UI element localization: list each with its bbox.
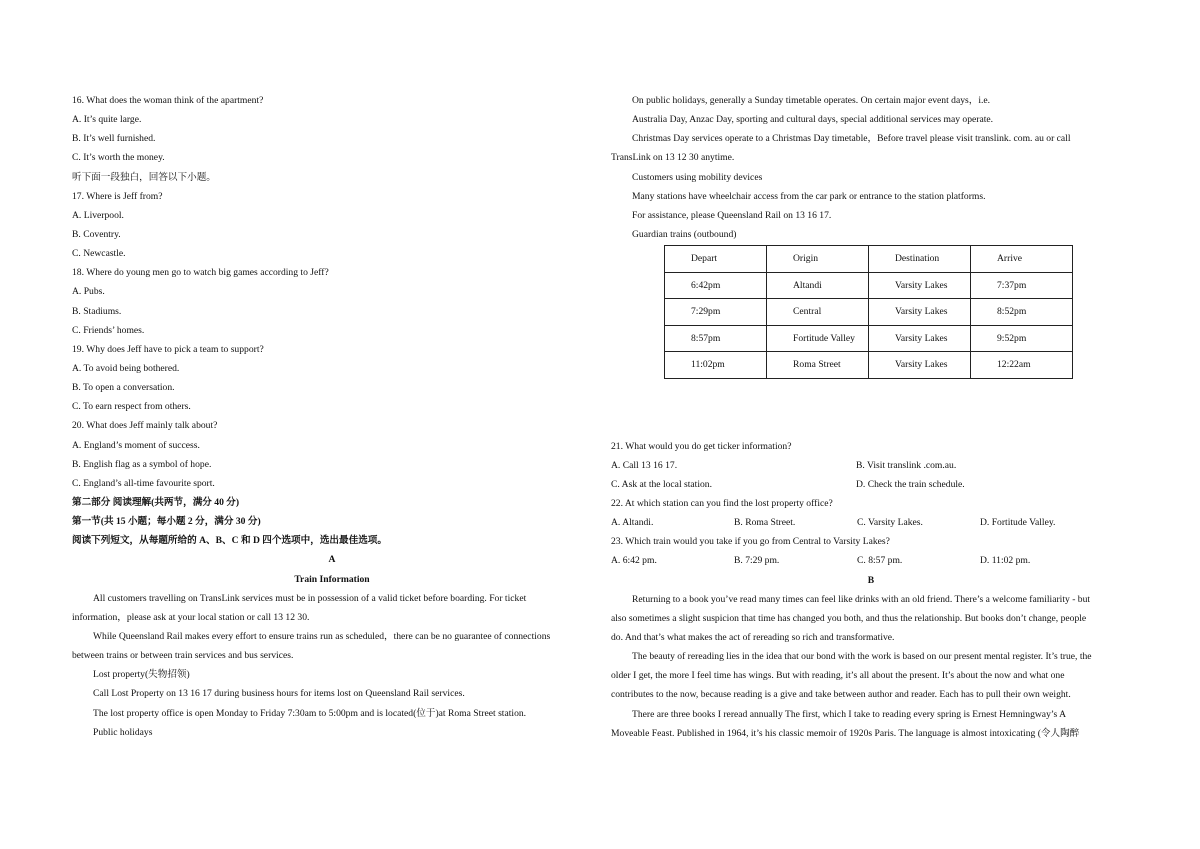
lost-property-office: The lost property office is open Monday to Friday 7:30am to 5:00pm and is located(位于)at Roma Street station. bbox=[93, 707, 527, 719]
passage-b-p1-line2: also sometimes a slight suspicion that time has changed you both, and thus the relationship. But books don’t change, people bbox=[611, 612, 1087, 624]
table-cell: Varsity Lakes bbox=[869, 272, 971, 299]
passage-b-p1-line3: do. And that’s what makes the act of rereading so rich and transformative. bbox=[611, 632, 895, 644]
option-16b: B. It’s well furnished. bbox=[72, 133, 156, 145]
option-19c: C. To earn respect from others. bbox=[72, 401, 191, 413]
holidays-line4: TransLink on 13 12 30 anytime. bbox=[611, 152, 735, 164]
table-row bbox=[665, 352, 1073, 379]
table-row bbox=[665, 272, 1073, 299]
table-cell: 8:57pm bbox=[665, 325, 767, 352]
listening-instruction: 听下面一段独白，回答以下小题。 bbox=[72, 171, 216, 183]
table-header-cell: Depart bbox=[665, 246, 767, 273]
option-18a: A. Pubs. bbox=[72, 286, 105, 298]
option-21b: B. Visit translink .com.au. bbox=[856, 459, 957, 471]
mobility-line2: For assistance, please Queensland Rail on 13 16 17. bbox=[632, 209, 832, 221]
option-20a: A. England’s moment of success. bbox=[72, 439, 200, 451]
table-row bbox=[665, 299, 1073, 326]
table-cell: Altandi bbox=[767, 272, 869, 299]
option-19b: B. To open a conversation. bbox=[72, 382, 175, 394]
option-16a: A. It’s quite large. bbox=[72, 114, 142, 126]
table-cell: Varsity Lakes bbox=[869, 352, 971, 379]
option-22c: C. Varsity Lakes. bbox=[857, 517, 923, 529]
mobility-line1: Many stations have wheelchair access from the car park or entrance to the station platforms. bbox=[632, 190, 986, 202]
holidays-line3: Christmas Day services operate to a Christmas Day timetable，Before travel please visit translink. com. au or call bbox=[632, 133, 1071, 145]
question-20: 20. What does Jeff mainly talk about? bbox=[72, 420, 218, 432]
option-22b: B. Roma Street. bbox=[734, 517, 796, 529]
question-18: 18. Where do young men go to watch big games according to Jeff? bbox=[72, 267, 329, 279]
paragraph-ticket-line2: information，please ask at your local station or call 13 12 30. bbox=[72, 611, 310, 623]
passage-b-p3-line2: Moveable Feast. Published in 1964, it’s his classic memoir of 1920s Paris. The language is almost intoxicating (令人陶醉 bbox=[611, 727, 1080, 739]
table-header-row bbox=[665, 246, 1073, 273]
table-cell: 6:42pm bbox=[665, 272, 767, 299]
paragraph-connections-line1: While Queensland Rail makes every effort to ensure trains run as scheduled，there can be no guarantee of connections bbox=[93, 630, 551, 642]
paragraph-ticket-line1: All customers travelling on TransLink services must be in possession of a valid ticket before boarding. For ticket bbox=[93, 592, 527, 604]
option-20c: C. England’s all-time favourite sport. bbox=[72, 477, 215, 489]
table-cell: 7:29pm bbox=[665, 299, 767, 326]
table-cell: Varsity Lakes bbox=[869, 325, 971, 352]
mobility-heading: Customers using mobility devices bbox=[632, 171, 763, 183]
table-header-cell: Origin bbox=[767, 246, 869, 273]
table-cell: 9:52pm bbox=[971, 325, 1073, 352]
option-21a: A. Call 13 16 17. bbox=[611, 459, 678, 471]
option-17c: C. Newcastle. bbox=[72, 248, 126, 260]
option-23a: A. 6:42 pm. bbox=[611, 555, 657, 567]
part-two-heading: 第二部分 阅读理解(共两节，满分 40 分) bbox=[72, 496, 240, 508]
option-19a: A. To avoid being bothered. bbox=[72, 362, 180, 374]
option-22a: A. Altandi. bbox=[611, 517, 654, 529]
lost-property-heading: Lost property(失物招领) bbox=[93, 669, 190, 681]
passage-b-p2-line3: contributes to the now, because reading is a give and take between author and reader. Each has to pull their own weight. bbox=[611, 689, 1071, 701]
reading-directions: 阅读下列短文，从每题所给的 A、B、C 和 D 四个选项中，选出最佳选项。 bbox=[72, 535, 387, 547]
table-cell: Central bbox=[767, 299, 869, 326]
passage-b-p3-line1: There are three books I reread annually The first, which I take to reading every spring is Ernest Hemningway’s A bbox=[632, 708, 1067, 720]
option-21c: C. Ask at the local station. bbox=[611, 478, 712, 490]
passage-a-label: A bbox=[328, 554, 336, 566]
public-holidays-heading: Public holidays bbox=[93, 726, 153, 738]
passage-b-p2-line2: older I get, the more I feel time has wings. But with reading, it’s all about the present. It’s about the now and what one bbox=[611, 670, 1065, 682]
options-21-row1 bbox=[611, 456, 1131, 475]
passage-b-label: B bbox=[867, 574, 875, 586]
holidays-line2: Australia Day, Anzac Day, sporting and cultural days, special additional services may operate. bbox=[632, 114, 994, 126]
table-cell: 11:02pm bbox=[665, 352, 767, 379]
table-cell: Roma Street bbox=[767, 352, 869, 379]
section-one-heading: 第一节(共 15 小题；每小题 2 分，满分 30 分) bbox=[72, 516, 261, 528]
table-cell: Varsity Lakes bbox=[869, 299, 971, 326]
option-23b: B. 7:29 pm. bbox=[734, 555, 780, 567]
table-cell: 8:52pm bbox=[971, 299, 1073, 326]
option-20b: B. English flag as a symbol of hope. bbox=[72, 458, 212, 470]
lost-property-call: Call Lost Property on 13 16 17 during business hours for items lost on Queensland Rail services. bbox=[93, 688, 465, 700]
table-title: Guardian trains (outbound) bbox=[632, 228, 737, 240]
table-cell: 7:37pm bbox=[971, 272, 1073, 299]
question-16: 16. What does the woman think of the apartment? bbox=[72, 95, 264, 106]
question-23: 23. Which train would you take if you go from Central to Varsity Lakes? bbox=[611, 536, 890, 548]
options-21-row2 bbox=[611, 475, 1131, 494]
options-22-row bbox=[611, 513, 1131, 532]
table-cell: 12:22am bbox=[971, 352, 1073, 379]
option-18c: C. Friends’ homes. bbox=[72, 324, 145, 336]
table-cell: Fortitude Valley bbox=[767, 325, 869, 352]
option-18b: B. Stadiums. bbox=[72, 305, 122, 317]
holidays-line1: On public holidays, generally a Sunday timetable operates. On certain major event days，i.e. bbox=[632, 95, 991, 106]
passage-a-title: Train Information bbox=[294, 573, 370, 585]
question-22: 22. At which station can you find the lost property office? bbox=[611, 498, 833, 510]
option-17b: B. Coventry. bbox=[72, 228, 121, 240]
train-schedule-table bbox=[664, 245, 1073, 379]
options-23-row bbox=[611, 551, 1131, 570]
left-column bbox=[72, 91, 592, 742]
paragraph-connections-line2: between trains or between train services and bus services. bbox=[72, 650, 294, 662]
option-22d: D. Fortitude Valley. bbox=[980, 517, 1056, 529]
option-17a: A. Liverpool. bbox=[72, 209, 124, 221]
passage-b-p2-line1: The beauty of rereading lies in the idea that our bond with the work is based on our present mental register. It’s true, the bbox=[632, 651, 1092, 663]
question-17: 17. Where is Jeff from? bbox=[72, 190, 163, 202]
right-column bbox=[611, 91, 1131, 743]
table-header-cell: Destination bbox=[869, 246, 971, 273]
table-row bbox=[665, 325, 1073, 352]
option-23c: C. 8:57 pm. bbox=[857, 555, 903, 567]
option-21d: D. Check the train schedule. bbox=[856, 478, 965, 490]
passage-b-p1-line1: Returning to a book you’ve read many times can feel like drinks with an old friend. There’s a welcome familiarity - but bbox=[632, 593, 1091, 605]
option-23d: D. 11:02 pm. bbox=[980, 555, 1031, 567]
table-header-cell: Arrive bbox=[971, 246, 1073, 273]
question-19: 19. Why does Jeff have to pick a team to support? bbox=[72, 343, 264, 355]
question-21: 21. What would you do get ticker information? bbox=[611, 440, 792, 452]
option-16c: C. It’s worth the money. bbox=[72, 152, 165, 164]
